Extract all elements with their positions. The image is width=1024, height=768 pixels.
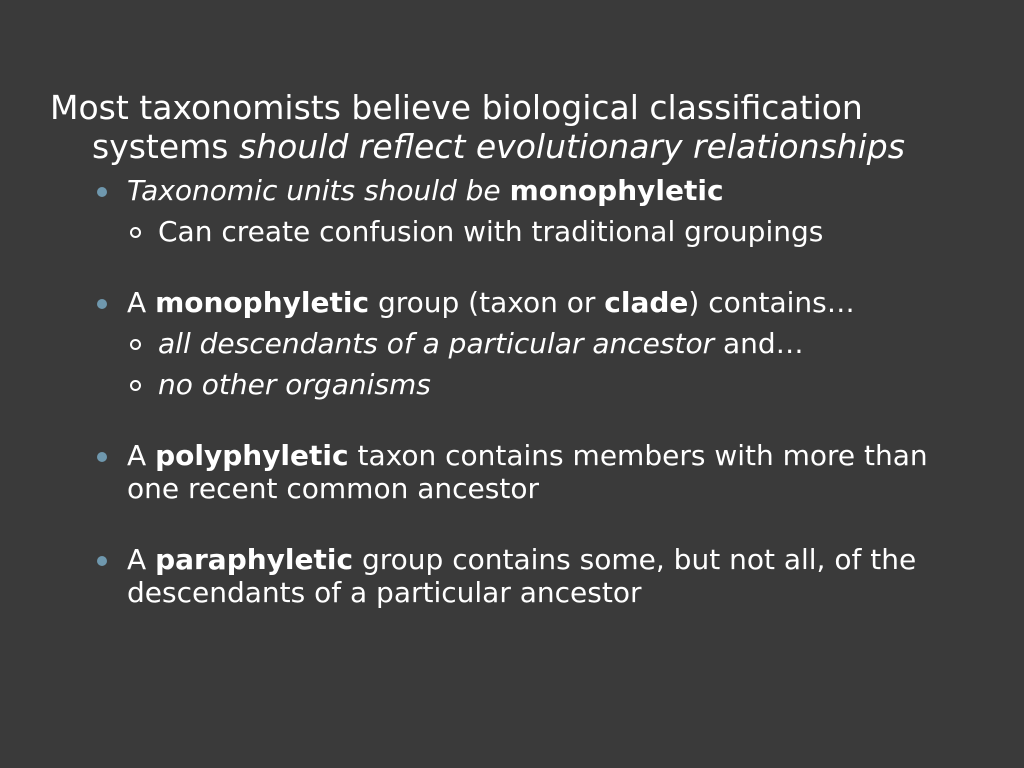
- b4-post: group contains some, but not all, of the descendants of a particular ancestor: [127, 543, 917, 609]
- sub-bullet-no-other-organisms: [158, 368, 950, 401]
- sub-bullet-all-descendants: [158, 327, 950, 360]
- b2-sub2-italic: no other organisms: [158, 368, 431, 401]
- intro-statement: [50, 88, 950, 166]
- b4-pre: A: [127, 543, 156, 576]
- spacer: [50, 505, 950, 535]
- bullet-polyphyletic: [127, 439, 950, 505]
- bullet-dot-icon: [97, 299, 107, 309]
- b1-bold: monophyletic: [509, 174, 724, 207]
- spacer: [50, 248, 950, 278]
- b2-sub1-rest: and…: [714, 327, 804, 360]
- bullet-dot-icon: [97, 187, 107, 197]
- intro-emphasis: should reflect evolutionary relationships: [239, 127, 905, 166]
- b3-bold: polyphyletic: [155, 439, 349, 472]
- bullet-ring-icon: [130, 227, 141, 238]
- bullet-paraphyletic: [127, 543, 950, 609]
- b2-bold2: clade: [604, 286, 689, 319]
- b2-sub1-italic: all descendants of a particular ancestor: [158, 327, 715, 360]
- slide-content: [50, 88, 950, 609]
- b1-sub1-text: Can create confusion with traditional groupings: [158, 215, 824, 248]
- sub-bullet-confusion: [158, 215, 950, 248]
- spacer: [50, 401, 950, 431]
- b2-pre: A: [127, 286, 156, 319]
- b3-pre: A: [127, 439, 156, 472]
- bullet-dot-icon: [97, 452, 107, 462]
- bullet-dot-icon: [97, 556, 107, 566]
- bullet-ring-icon: [130, 380, 141, 391]
- b4-bold: paraphyletic: [155, 543, 354, 576]
- b2-mid: group (taxon or: [369, 286, 605, 319]
- b3-post: taxon contains members with more than one recent common ancestor: [127, 439, 928, 505]
- bullet-taxonomic-units: [127, 174, 950, 207]
- bullet-monophyletic-group: [127, 286, 950, 319]
- b2-post: ) contains…: [688, 286, 855, 319]
- bullet-ring-icon: [130, 339, 141, 350]
- b2-bold1: monophyletic: [155, 286, 370, 319]
- b1-text: Taxonomic units should be: [127, 174, 510, 207]
- intro-text: Most taxonomists believe biological classification systems: [50, 88, 863, 166]
